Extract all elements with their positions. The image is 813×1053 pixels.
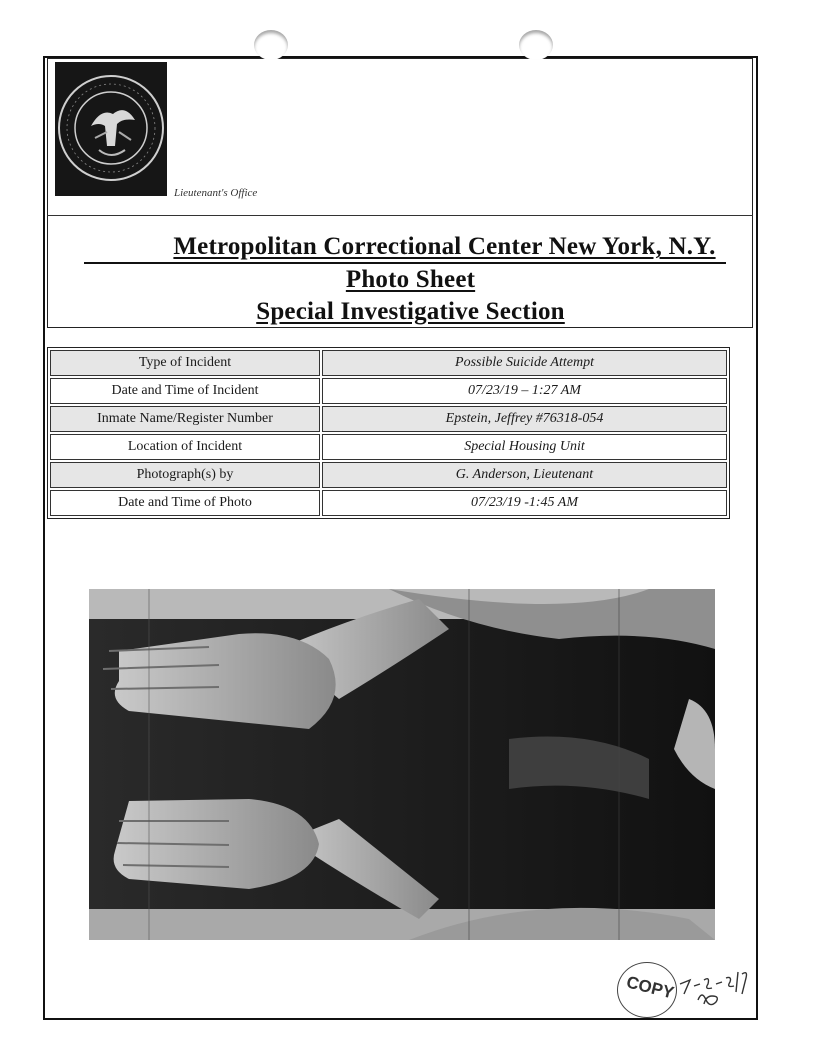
row-label: Location of Incident [50, 434, 320, 460]
row-value: 07/23/19 – 1:27 AM [322, 378, 727, 404]
table-row [50, 406, 727, 432]
incident-photo [89, 589, 715, 940]
copy-stamp-label: COPY [624, 972, 676, 1003]
doj-bop-seal [55, 62, 167, 196]
section-title: Special Investigative Section [256, 298, 565, 325]
row-label: Date and Time of Incident [50, 378, 320, 404]
row-label: Date and Time of Photo [50, 490, 320, 516]
seal-emblem-icon [55, 68, 167, 190]
punch-hole-right [519, 30, 553, 60]
photo-image [89, 589, 715, 940]
title-rule [84, 262, 726, 264]
copy-stamp [617, 962, 677, 1018]
incident-info-table [47, 347, 730, 519]
row-value: Epstein, Jeffrey #76318-054 [322, 406, 727, 432]
row-label: Inmate Name/Register Number [50, 406, 320, 432]
photo-sheet-title: Photo Sheet [345, 266, 476, 293]
table-row [50, 462, 727, 488]
row-value: G. Anderson, Lieutenant [322, 462, 727, 488]
handwritten-date-initials [676, 964, 756, 1014]
lieutenants-office-label: Lieutenant's Office [174, 187, 258, 199]
row-label: Type of Incident [50, 350, 320, 376]
row-label: Photograph(s) by [50, 462, 320, 488]
punch-hole-left [254, 30, 288, 60]
table-row [50, 378, 727, 404]
table-row [50, 490, 727, 516]
table-row [50, 350, 727, 376]
row-value: Possible Suicide Attempt [322, 350, 727, 376]
header-divider [47, 215, 753, 216]
table-row [50, 434, 727, 460]
row-value: 07/23/19 -1:45 AM [322, 490, 727, 516]
facility-title: Metropolitan Correctional Center New York, N.Y. [173, 233, 716, 260]
row-value: Special Housing Unit [322, 434, 727, 460]
